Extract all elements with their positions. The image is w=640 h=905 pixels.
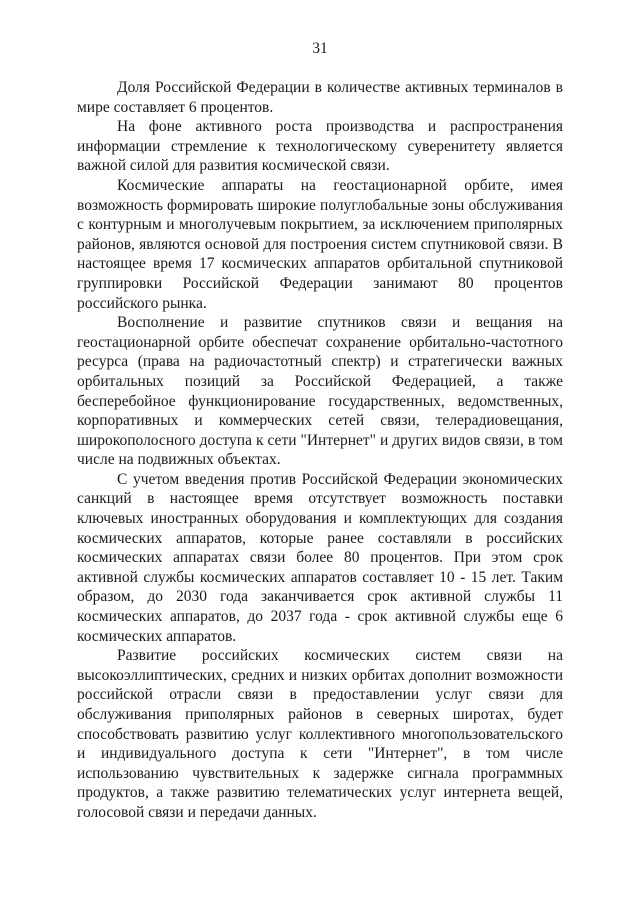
paragraph-sanctions: С учетом введения против Российской Федерации экономических санкций в настоящее время отсутствует возможность поставки ключевых иностранных оборудования и комплектующих для создания космических аппаратов, которые ранее составляли в российских космических аппаратах связи более 80 процентов. При этом срок активной службы космических аппаратов составляет 10 - 15 лет. Таким образом, до 2030 года заканчивается срок активной службы 11 космических аппаратов, до 2037 года - срок активной службы еще 6 космических аппаратов. [77, 470, 563, 645]
paragraph-technological-sovereignty: На фоне активного роста производства и распространения информации стремление к технологическому суверенитету является важной силой для развития космической связи. [77, 118, 563, 175]
paragraph-orbit-systems-development: Развитие российских космических систем связи на высокоэллиптических, средних и низких орбитах дополнит возможности российской отрасли связи в предоставлении услуг связи для обслуживания приполярных районов в северных широтах, будет способствовать развитию услуг коллективного многопользовательского и индивидуального доступа к сети "Интернет", в том числе использованию чувствительных к задержке сигнала программных продуктов, а также развитию телематических услуг интернета вещей, голосовой связи и передачи данных. [77, 647, 563, 821]
paragraph-orbital-resource: Восполнение и развитие спутников связи и вещания на геостационарной орбите обеспечат сохранение орбитально-частотного ресурса (права на радиочастотный спектр) и стратегически важных орбитальных позиций за Российской Федерацией, а также бесперебойное функционирование государственных, ведомственных, корпоративных и коммерческих сетей связи, телерадиовещания, широкополосного доступа к сети "Интернет" и других видов связи, в том числе на подвижных объектах. [77, 314, 563, 469]
paragraph-terminal-share: Доля Российской Федерации в количестве активных терминалов в мире составляет 6 процентов. [77, 79, 563, 116]
page-number: 31 [312, 40, 328, 57]
paragraph-geostationary-satellites: Космические аппараты на геостационарной орбите, имея возможность формировать широкие полуглобальные зоны обслуживания с контурным и многолучевым покрытием, за исключением приполярных районов, являются основой для построения систем спутниковой связи. В настоящее время 17 космических аппаратов орбитальной спутниковой группировки Российской Федерации занимают 80 процентов российского рынка. [77, 176, 563, 312]
document-body [77, 78, 563, 823]
